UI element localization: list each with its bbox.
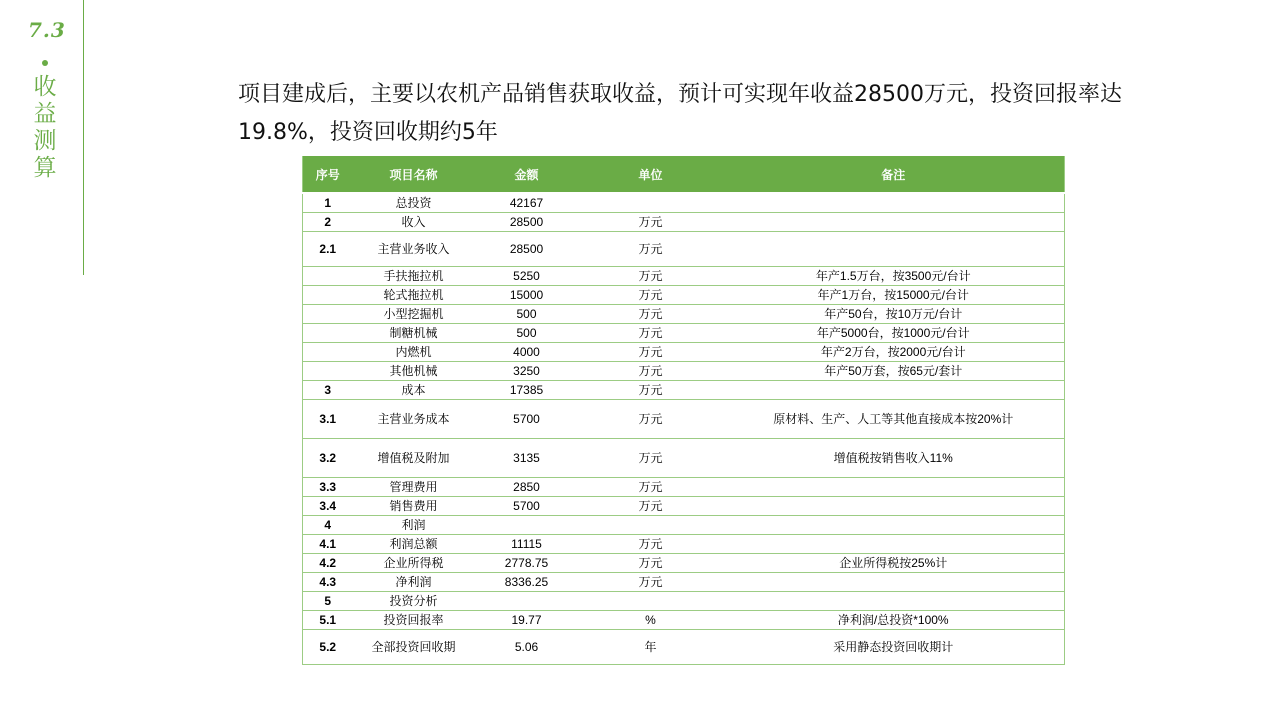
cell-name: 销售费用 [353, 497, 475, 516]
cell-seq: 3.1 [303, 400, 353, 439]
cell-unit: 万元 [579, 497, 723, 516]
cell-note [723, 516, 1065, 535]
cell-seq: 5 [303, 592, 353, 611]
cell-note: 增值税按销售收入11% [723, 439, 1065, 478]
cell-amount: 500 [475, 305, 579, 324]
cell-name: 主营业务收入 [353, 232, 475, 267]
cell-unit: 万元 [579, 535, 723, 554]
cell-note: 年产1万台，按15000元/台计 [723, 286, 1065, 305]
table-row [303, 573, 1065, 592]
section-title-char: 测 [33, 128, 57, 154]
cell-note [723, 232, 1065, 267]
cell-seq: 4.1 [303, 535, 353, 554]
cell-unit: 万元 [579, 573, 723, 592]
cell-unit: 万元 [579, 324, 723, 343]
cell-unit: 万元 [579, 381, 723, 400]
table-body [303, 193, 1065, 665]
table-row [303, 497, 1065, 516]
cell-unit: 万元 [579, 267, 723, 286]
header-note: 备注 [723, 156, 1065, 193]
cell-note: 净利润/总投资*100% [723, 611, 1065, 630]
cell-note: 年产50万套，按65元/套计 [723, 362, 1065, 381]
cell-name: 投资回报率 [353, 611, 475, 630]
cell-seq [303, 362, 353, 381]
cell-note: 企业所得税按25%计 [723, 554, 1065, 573]
cell-note [723, 381, 1065, 400]
cell-amount: 17385 [475, 381, 579, 400]
cell-name: 总投资 [353, 193, 475, 213]
section-title-char: 算 [33, 155, 57, 181]
cell-note [723, 535, 1065, 554]
cell-amount: 3250 [475, 362, 579, 381]
section-title [30, 74, 60, 182]
cell-seq: 2.1 [303, 232, 353, 267]
cell-name: 利润总额 [353, 535, 475, 554]
cell-name: 管理费用 [353, 478, 475, 497]
header-seq: 序号 [303, 156, 353, 193]
cell-unit: 万元 [579, 439, 723, 478]
cell-seq: 3.3 [303, 478, 353, 497]
table-row [303, 478, 1065, 497]
cell-note [723, 193, 1065, 213]
cell-seq: 3 [303, 381, 353, 400]
cell-amount: 5700 [475, 400, 579, 439]
intro-paragraph: 项目建成后，主要以农机产品销售获取收益，预计可实现年收益28500万元，投资回报率达19.8%，投资回收期约5年 [238, 82, 1122, 145]
cell-name: 企业所得税 [353, 554, 475, 573]
cell-amount: 500 [475, 324, 579, 343]
cell-name: 净利润 [353, 573, 475, 592]
cell-note: 年产2万台，按2000元/台计 [723, 343, 1065, 362]
cell-seq: 4.2 [303, 554, 353, 573]
cell-amount: 5.06 [475, 630, 579, 665]
cell-name: 轮式拖拉机 [353, 286, 475, 305]
cell-seq [303, 286, 353, 305]
sidebar-divider [83, 0, 84, 275]
cell-unit [579, 193, 723, 213]
revenue-table [302, 156, 1065, 665]
cell-name: 内燃机 [353, 343, 475, 362]
cell-unit [579, 516, 723, 535]
cell-amount: 2850 [475, 478, 579, 497]
table-row [303, 362, 1065, 381]
cell-unit: 万元 [579, 213, 723, 232]
cell-name: 全部投资回收期 [353, 630, 475, 665]
cell-name: 利润 [353, 516, 475, 535]
header-amount: 金额 [475, 156, 579, 193]
table-row [303, 516, 1065, 535]
table-row [303, 286, 1065, 305]
cell-name: 手扶拖拉机 [353, 267, 475, 286]
cell-amount: 4000 [475, 343, 579, 362]
cell-unit [579, 592, 723, 611]
cell-name: 增值税及附加 [353, 439, 475, 478]
cell-seq: 4 [303, 516, 353, 535]
cell-amount: 28500 [475, 213, 579, 232]
cell-unit: 万元 [579, 305, 723, 324]
cell-unit: 年 [579, 630, 723, 665]
cell-seq [303, 267, 353, 286]
cell-amount: 42167 [475, 193, 579, 213]
cell-unit: 万元 [579, 478, 723, 497]
table-row [303, 381, 1065, 400]
cell-unit: 万元 [579, 554, 723, 573]
cell-name: 主营业务成本 [353, 400, 475, 439]
table-row [303, 267, 1065, 286]
table-row [303, 213, 1065, 232]
cell-amount: 15000 [475, 286, 579, 305]
table-row [303, 554, 1065, 573]
section-bullet-icon [42, 60, 48, 66]
cell-note [723, 592, 1065, 611]
cell-amount [475, 516, 579, 535]
cell-name: 小型挖掘机 [353, 305, 475, 324]
cell-note: 年产1.5万台，按3500元/台计 [723, 267, 1065, 286]
cell-amount: 2778.75 [475, 554, 579, 573]
cell-note: 采用静态投资回收期计 [723, 630, 1065, 665]
cell-note: 原材料、生产、人工等其他直接成本按20%计 [723, 400, 1065, 439]
cell-note [723, 497, 1065, 516]
cell-note: 年产5000台，按1000元/台计 [723, 324, 1065, 343]
cell-seq [303, 343, 353, 362]
cell-seq: 3.4 [303, 497, 353, 516]
cell-seq: 2 [303, 213, 353, 232]
cell-seq: 1 [303, 193, 353, 213]
table-row [303, 343, 1065, 362]
table-header-row [303, 156, 1065, 193]
cell-unit: 万元 [579, 400, 723, 439]
table-row [303, 592, 1065, 611]
cell-note [723, 213, 1065, 232]
cell-seq: 5.2 [303, 630, 353, 665]
cell-amount: 3135 [475, 439, 579, 478]
table-row [303, 324, 1065, 343]
table-row [303, 439, 1065, 478]
table-row [303, 232, 1065, 267]
table-row [303, 535, 1065, 554]
cell-seq [303, 305, 353, 324]
header-name: 项目名称 [353, 156, 475, 193]
table-row [303, 400, 1065, 439]
cell-seq: 5.1 [303, 611, 353, 630]
cell-note [723, 478, 1065, 497]
cell-amount: 5700 [475, 497, 579, 516]
cell-unit: 万元 [579, 362, 723, 381]
cell-name: 收入 [353, 213, 475, 232]
cell-amount: 19.77 [475, 611, 579, 630]
section-number: 7.3 [28, 18, 66, 42]
cell-amount: 5250 [475, 267, 579, 286]
cell-name: 投资分析 [353, 592, 475, 611]
cell-amount: 8336.25 [475, 573, 579, 592]
table-row [303, 630, 1065, 665]
table-row [303, 193, 1065, 213]
header-unit: 单位 [579, 156, 723, 193]
cell-amount: 11115 [475, 535, 579, 554]
cell-name: 制糖机械 [353, 324, 475, 343]
table-row [303, 305, 1065, 324]
cell-amount [475, 592, 579, 611]
cell-name: 成本 [353, 381, 475, 400]
section-title-char: 收 [33, 74, 57, 100]
cell-seq: 3.2 [303, 439, 353, 478]
cell-unit: 万元 [579, 286, 723, 305]
table-row [303, 611, 1065, 630]
cell-seq [303, 324, 353, 343]
section-title-char: 益 [33, 101, 57, 127]
cell-unit: 万元 [579, 343, 723, 362]
cell-unit: % [579, 611, 723, 630]
cell-name: 其他机械 [353, 362, 475, 381]
cell-note [723, 573, 1065, 592]
cell-note: 年产50台，按10万元/台计 [723, 305, 1065, 324]
cell-amount: 28500 [475, 232, 579, 267]
cell-seq: 4.3 [303, 573, 353, 592]
cell-unit: 万元 [579, 232, 723, 267]
